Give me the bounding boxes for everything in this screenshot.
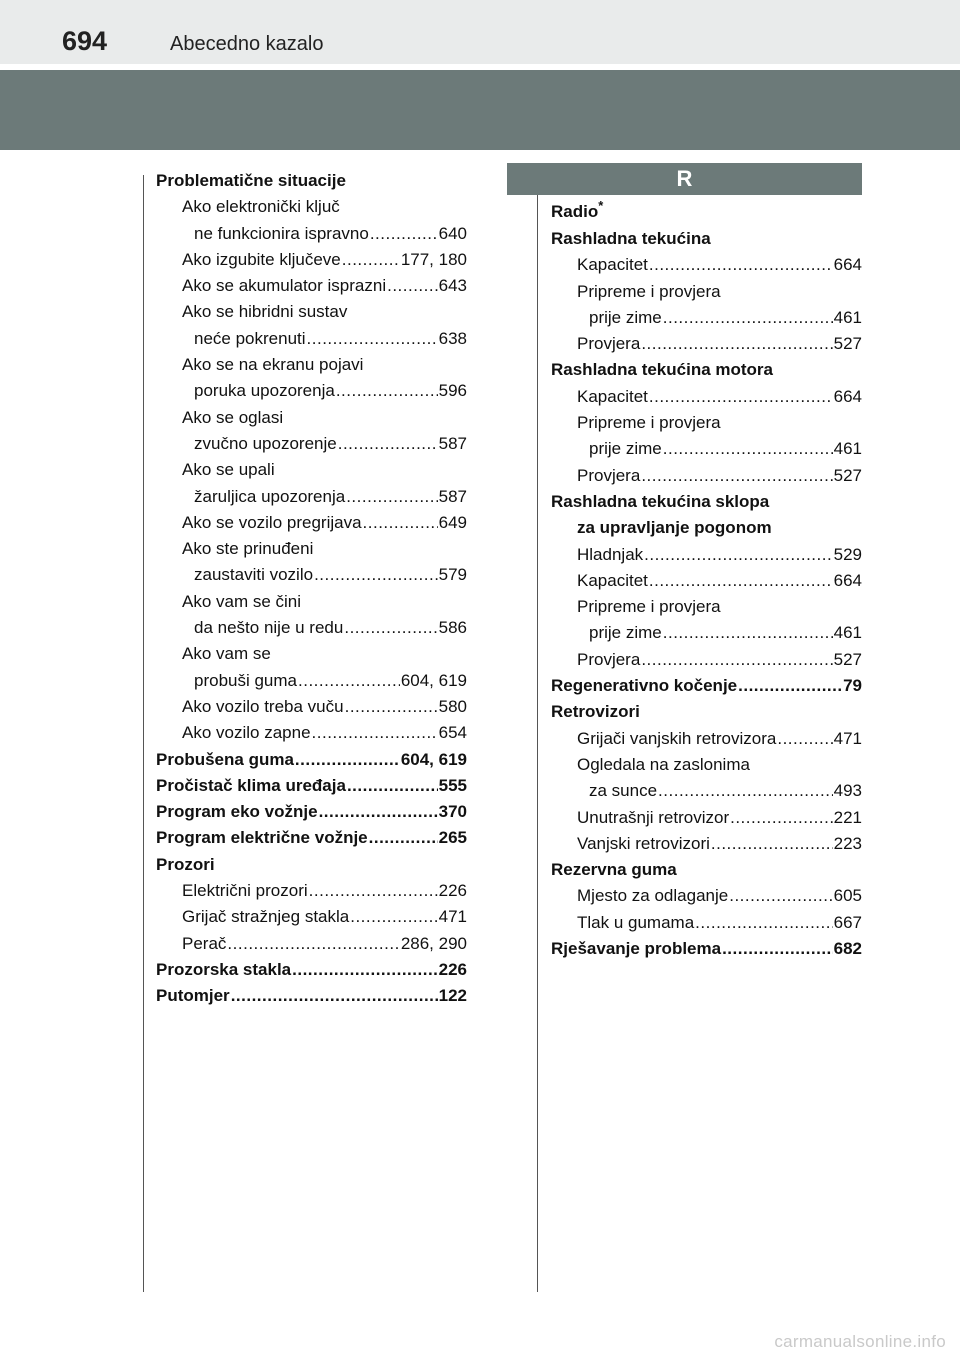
entry-text: žaruljica upozorenja — [194, 486, 346, 506]
dot-leader — [295, 747, 400, 773]
dot-leader — [711, 831, 833, 857]
dot-leader — [336, 378, 438, 404]
index-entry[interactable] — [156, 326, 467, 352]
dot-leader — [345, 694, 438, 720]
index-entry[interactable] — [156, 247, 467, 273]
entry-text: Prozorska stakla — [156, 959, 292, 979]
index-entry[interactable] — [551, 620, 862, 646]
index-entry[interactable] — [156, 747, 467, 773]
header-band — [0, 70, 960, 150]
index-entry[interactable] — [551, 936, 862, 962]
entry-page: 461 — [833, 307, 862, 327]
entry-text: poruka upozorenja — [194, 381, 335, 401]
entry-text: Kapacitet — [577, 255, 648, 275]
entry-page: 643 — [438, 276, 467, 296]
index-entry[interactable] — [156, 194, 467, 220]
entry-text: Rashladna tekućina — [551, 229, 711, 248]
entry-page: 122 — [438, 986, 467, 1006]
dot-leader — [729, 883, 832, 909]
column-rule-left — [143, 175, 144, 1292]
index-entry[interactable] — [551, 279, 862, 305]
index-entry[interactable] — [156, 878, 467, 904]
entry-page: 586 — [438, 618, 467, 638]
entry-text: probuši guma — [194, 670, 298, 690]
entry-text: Ogledala na zaslonima — [577, 754, 750, 774]
entry-text: Ako se upali — [182, 460, 275, 480]
entry-text: Tlak u gumama — [577, 912, 695, 932]
index-entry[interactable] — [156, 484, 467, 510]
index-entry[interactable] — [551, 910, 862, 936]
index-entry[interactable] — [551, 463, 862, 489]
entry-page: 471 — [438, 907, 467, 927]
dot-leader — [292, 957, 437, 983]
entry-page: 223 — [833, 833, 862, 853]
entry-text: Ako vozilo zapne — [182, 723, 311, 743]
entry-text: za sunce — [589, 781, 658, 801]
index-entry[interactable] — [156, 983, 467, 1009]
entry-text: Radio — [551, 202, 599, 221]
page-number: 694 — [62, 26, 108, 56]
entry-text: Perač — [182, 933, 227, 953]
dot-leader — [342, 247, 400, 273]
entry-page: 471 — [833, 728, 862, 748]
index-entry[interactable] — [156, 825, 467, 851]
index-entry[interactable] — [156, 536, 467, 562]
entry-page: 579 — [438, 565, 467, 585]
entry-text: Ako elektronički ključ — [182, 197, 340, 217]
entry-text: Ako se hibridni sustav — [182, 302, 348, 322]
index-entry[interactable] — [156, 720, 467, 746]
entry-page: 529 — [833, 544, 862, 564]
index-entry[interactable] — [551, 857, 862, 883]
index-entry[interactable] — [551, 778, 862, 804]
dot-leader — [738, 673, 842, 699]
index-entry[interactable] — [156, 378, 467, 404]
index-entry[interactable] — [156, 615, 467, 641]
dot-leader — [695, 910, 832, 936]
index-entry[interactable] — [156, 431, 467, 457]
entry-text: za upravljanje pogonom — [577, 518, 772, 538]
index-entry[interactable] — [551, 594, 862, 620]
index-entry[interactable] — [156, 299, 467, 325]
entry-page: 370 — [438, 802, 467, 822]
dot-leader — [347, 773, 438, 799]
index-entry[interactable] — [551, 331, 862, 357]
entry-text: Program električne vožnje — [156, 828, 368, 848]
entry-page: 461 — [833, 439, 862, 459]
index-entry[interactable] — [551, 647, 862, 673]
index-entry[interactable] — [156, 799, 467, 825]
entry-text: neće pokrenuti — [194, 328, 306, 348]
entry-page: 221 — [833, 807, 862, 827]
index-entry[interactable] — [551, 568, 862, 594]
index-entry[interactable] — [551, 673, 862, 699]
index-entry[interactable] — [551, 436, 862, 462]
index-entry[interactable] — [156, 221, 467, 247]
dot-leader — [722, 936, 833, 962]
entry-text: Ako ste prinuđeni — [182, 539, 314, 559]
dot-leader — [370, 221, 438, 247]
entry-text: da nešto nije u redu — [194, 618, 344, 638]
entry-page: 638 — [438, 328, 467, 348]
entry-page: 682 — [833, 939, 862, 959]
dot-leader — [658, 778, 833, 804]
dot-leader — [663, 305, 833, 331]
entry-text: prije zime — [589, 307, 662, 327]
entry-text: Kapacitet — [577, 570, 648, 590]
index-entry[interactable] — [156, 957, 467, 983]
top-strip — [0, 0, 960, 64]
index-entry[interactable] — [551, 805, 862, 831]
entry-text: Provjera — [577, 465, 641, 485]
index-entry[interactable] — [551, 726, 862, 752]
entry-text: Rashladna tekućina sklopa — [551, 491, 770, 511]
index-entry[interactable] — [551, 305, 862, 331]
entry-text: Rashladna tekućina motora — [551, 360, 774, 380]
index-entry[interactable] — [156, 457, 467, 483]
entry-text: Program eko vožnje — [156, 802, 318, 822]
entry-text: Probušena guma — [156, 749, 294, 769]
entry-page: 580 — [438, 696, 467, 716]
dot-leader — [309, 878, 438, 904]
index-entry[interactable] — [551, 226, 862, 252]
entry-page: 587 — [438, 433, 467, 453]
index-entry[interactable] — [156, 589, 467, 615]
index-entry[interactable] — [551, 515, 862, 541]
dot-leader — [314, 562, 438, 588]
index-column-right — [551, 196, 862, 962]
entry-page: 649 — [438, 512, 467, 532]
index-entry[interactable] — [551, 384, 862, 410]
entry-page: 527 — [833, 334, 862, 354]
index-entry[interactable] — [156, 931, 467, 957]
entry-page: 654 — [438, 723, 467, 743]
entry-text: Rezervna guma — [551, 860, 677, 880]
entry-page: 226 — [438, 881, 467, 901]
watermark: carmanualsonline.info — [774, 1332, 946, 1351]
entry-text: Unutrašnji retrovizor — [577, 807, 730, 827]
index-entry[interactable] — [156, 852, 467, 878]
entry-text: prije zime — [589, 623, 662, 643]
entry-text: prije zime — [589, 439, 662, 459]
entry-page: 461 — [833, 623, 862, 643]
dot-leader — [387, 273, 438, 299]
entry-page: 177, 180 — [400, 249, 467, 269]
entry-text: Ako vam se — [182, 644, 271, 664]
index-column-left — [156, 168, 467, 1010]
dot-leader — [649, 568, 833, 594]
index-entry[interactable] — [551, 410, 862, 436]
dot-leader — [644, 542, 832, 568]
dot-leader — [641, 463, 832, 489]
index-entry[interactable] — [156, 773, 467, 799]
entry-text: Hladnjak — [577, 544, 644, 564]
entry-text: Pripreme i provjera — [577, 281, 721, 301]
entry-text: Ako se na ekranu pojavi — [182, 355, 364, 375]
entry-text: Pročistač klima uređaja — [156, 775, 346, 795]
dot-leader — [227, 931, 399, 957]
index-entry[interactable] — [551, 542, 862, 568]
entry-text: Grijači vanjskih retrovizora — [577, 728, 777, 748]
dot-leader — [777, 726, 832, 752]
dot-leader — [312, 720, 438, 746]
dot-leader — [231, 983, 438, 1009]
dot-leader — [641, 331, 832, 357]
entry-text: zvučno upozorenje — [194, 433, 337, 453]
footnote-mark: * — [598, 198, 604, 213]
column-rule-middle — [537, 175, 538, 1292]
entry-text: Pripreme i provjera — [577, 413, 721, 433]
section-letter-bar: R — [507, 163, 862, 195]
dot-leader — [663, 620, 833, 646]
entry-text: Retrovizori — [551, 702, 640, 722]
entry-page: 286, 290 — [400, 933, 467, 953]
index-entry[interactable] — [551, 357, 862, 383]
dot-leader — [346, 484, 437, 510]
entry-page: 596 — [438, 381, 467, 401]
entry-page: 605 — [833, 886, 862, 906]
dot-leader — [319, 799, 438, 825]
dot-leader — [663, 436, 833, 462]
entry-text: Regenerativno kočenje — [551, 676, 738, 696]
entry-page: 587 — [438, 486, 467, 506]
entry-text: Električni prozori — [182, 881, 308, 901]
dot-leader — [649, 252, 833, 278]
index-entry-radio[interactable] — [551, 196, 862, 226]
entry-page: 664 — [833, 255, 862, 275]
dot-leader — [369, 825, 438, 851]
entry-page: 604, 619 — [400, 670, 467, 690]
index-entry[interactable] — [156, 510, 467, 536]
dot-leader — [338, 431, 438, 457]
dot-leader — [730, 805, 833, 831]
index-entry[interactable] — [551, 699, 862, 725]
dot-leader — [649, 384, 833, 410]
entry-page: 265 — [438, 828, 467, 848]
entry-text: Vanjski retrovizori — [577, 833, 710, 853]
dot-leader — [298, 668, 400, 694]
index-entry[interactable] — [156, 694, 467, 720]
entry-text: Kapacitet — [577, 386, 648, 406]
entry-text: Ako vozilo treba vuču — [182, 696, 344, 716]
dot-leader — [363, 510, 438, 536]
entry-text: Rješavanje problema — [551, 939, 722, 959]
dot-leader — [344, 615, 437, 641]
entry-text: Ako vam se čini — [182, 591, 302, 611]
entry-text: Putomjer — [156, 986, 230, 1006]
dot-leader — [641, 647, 832, 673]
index-entry[interactable] — [156, 641, 467, 667]
index-entry[interactable] — [551, 883, 862, 909]
running-title: Abecedno kazalo — [170, 33, 324, 55]
entry-text: Ako se vozilo pregrijava — [182, 512, 362, 532]
entry-page: 527 — [833, 649, 862, 669]
index-entry[interactable] — [156, 273, 467, 299]
index-entry[interactable] — [551, 252, 862, 278]
entry-text: Pripreme i provjera — [577, 597, 721, 617]
entry-page: 493 — [833, 781, 862, 801]
index-entry[interactable] — [156, 405, 467, 431]
entry-page: 527 — [833, 465, 862, 485]
entry-text: zaustaviti vozilo — [194, 565, 314, 585]
index-entry[interactable] — [551, 831, 862, 857]
entry-text: Prozori — [156, 854, 215, 874]
entry-page: 664 — [833, 570, 862, 590]
entry-text: Provjera — [577, 649, 641, 669]
entry-text: ne funkcionira ispravno — [194, 223, 369, 243]
entry-text: Mjesto za odlaganje — [577, 886, 729, 906]
entry-text: Ako se akumulator isprazni — [182, 276, 387, 296]
dot-leader — [307, 326, 438, 352]
entry-text: Ako izgubite ključeve — [182, 249, 341, 269]
entry-page: 664 — [833, 386, 862, 406]
entry-page: 79 — [843, 676, 862, 696]
index-entry[interactable] — [156, 668, 467, 694]
entry-page: 555 — [438, 775, 467, 795]
entry-page: 667 — [833, 912, 862, 932]
index-entry[interactable] — [551, 752, 862, 778]
dot-leader — [350, 904, 437, 930]
entry-text: Ako se oglasi — [182, 407, 284, 427]
entry-text: Problematične situacije — [156, 171, 346, 190]
index-entry[interactable] — [156, 562, 467, 588]
index-entry[interactable] — [156, 904, 467, 930]
entry-page: 640 — [438, 223, 467, 243]
index-entries-right — [551, 226, 862, 962]
index-entry[interactable] — [551, 489, 862, 515]
entry-text: Grijač stražnjeg stakla — [182, 907, 350, 927]
entry-text: Provjera — [577, 334, 641, 354]
index-entry[interactable] — [156, 168, 467, 194]
entry-page: 226 — [438, 959, 467, 979]
index-entry[interactable] — [156, 352, 467, 378]
entry-page: 604, 619 — [400, 749, 467, 769]
